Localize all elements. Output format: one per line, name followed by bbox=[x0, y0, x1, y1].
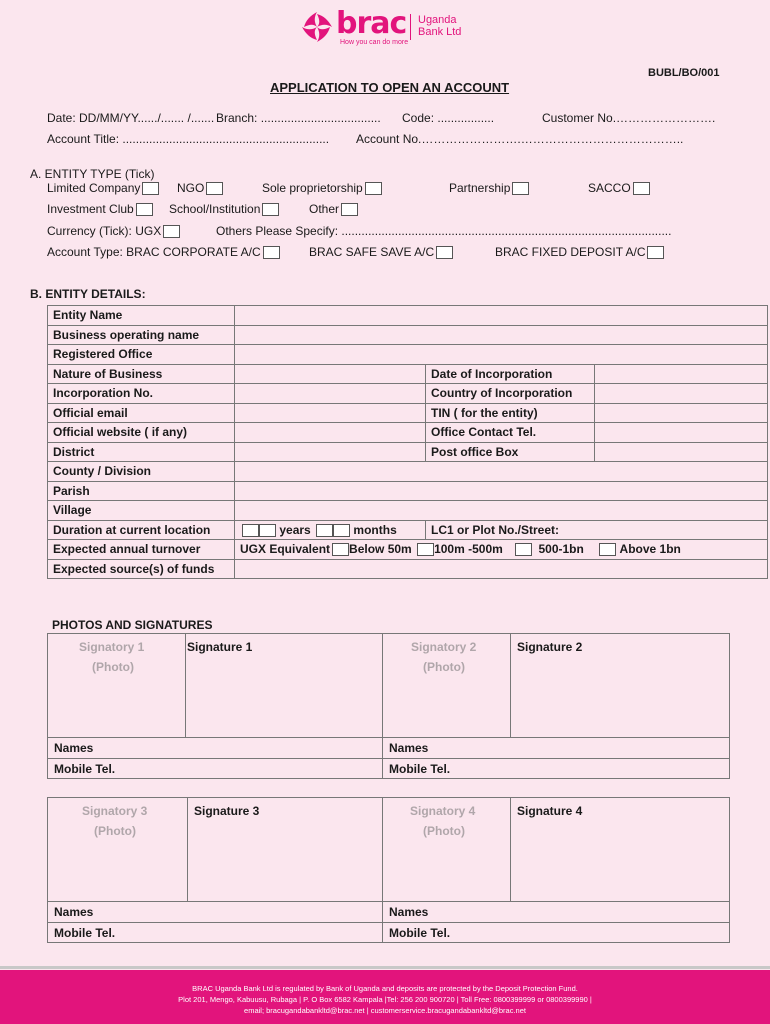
investment-club-option[interactable] bbox=[47, 202, 153, 216]
corporate-ac-option[interactable] bbox=[47, 245, 280, 259]
website-input[interactable] bbox=[235, 423, 426, 443]
sacco-option[interactable] bbox=[588, 181, 650, 195]
fixed-deposit-label: BRAC FIXED DEPOSIT A/C bbox=[495, 245, 646, 259]
signatory2-photo-label: Signatory 2 bbox=[411, 640, 477, 654]
website-label: Official website ( if any) bbox=[48, 423, 235, 443]
limited-company-option[interactable] bbox=[47, 181, 159, 195]
school-option[interactable] bbox=[169, 202, 279, 216]
office-tel-label: Office Contact Tel. bbox=[426, 423, 595, 443]
range1-checkbox[interactable] bbox=[417, 543, 434, 556]
corporate-ac-label: Account Type: BRAC CORPORATE A/C bbox=[47, 245, 261, 259]
table-row bbox=[48, 540, 768, 560]
footer-line3: email; bracugandabankltd@brac.net | customerservice.bracugandabankltd@brac.net bbox=[244, 1006, 526, 1015]
signature4-label: Signature 4 bbox=[517, 804, 583, 818]
footer bbox=[0, 970, 770, 1024]
partnership-checkbox[interactable] bbox=[512, 182, 529, 195]
sole-proprietorship-label: Sole proprietorship bbox=[262, 181, 363, 195]
names-label-2: Names bbox=[389, 741, 429, 755]
brand-subtitle-line1: Uganda bbox=[418, 14, 457, 26]
district-label: District bbox=[48, 442, 235, 462]
ngo-checkbox[interactable] bbox=[206, 182, 223, 195]
logo-divider bbox=[410, 14, 411, 40]
photos-heading: PHOTOS AND SIGNATURES bbox=[52, 618, 213, 632]
inc-no-label: Incorporation No. bbox=[48, 384, 235, 404]
signature2-label: Signature 2 bbox=[517, 640, 583, 654]
fixed-deposit-option[interactable] bbox=[495, 245, 664, 259]
brand-name: brac bbox=[336, 6, 407, 41]
business-name-input[interactable] bbox=[235, 325, 768, 345]
tin-input[interactable] bbox=[595, 403, 768, 423]
nature-input[interactable] bbox=[235, 364, 426, 384]
table-row bbox=[48, 520, 768, 540]
table-row bbox=[48, 306, 768, 326]
email-input[interactable] bbox=[235, 403, 426, 423]
inc-no-input[interactable] bbox=[235, 384, 426, 404]
ugx-equiv-label: UGX Equivalent bbox=[240, 542, 331, 557]
ngo-option[interactable] bbox=[177, 181, 223, 195]
office-tel-input[interactable] bbox=[595, 423, 768, 443]
limited-company-label: Limited Company bbox=[47, 181, 141, 195]
table-row bbox=[48, 442, 768, 462]
date-inc-label: Date of Incorporation bbox=[426, 364, 595, 384]
table-row bbox=[48, 403, 768, 423]
safe-save-label: BRAC SAFE SAVE A/C bbox=[309, 245, 435, 259]
turnover-options bbox=[235, 540, 768, 560]
footer-line1: BRAC Uganda Bank Ltd is regulated by Bank of Uganda and deposits are protected by the Deposit Protection Fund. bbox=[192, 984, 578, 993]
nature-label: Nature of Business bbox=[48, 364, 235, 384]
po-box-input[interactable] bbox=[595, 442, 768, 462]
limited-company-checkbox[interactable] bbox=[142, 182, 159, 195]
brand-tagline: How you can do more bbox=[340, 39, 409, 46]
date-field[interactable]: Date: DD/MM/YY....../....... /....... bbox=[47, 111, 215, 125]
date-inc-input[interactable] bbox=[595, 364, 768, 384]
signatory4-photo-label: Signatory 4 bbox=[410, 804, 476, 818]
below50-label: Below 50m bbox=[349, 542, 412, 557]
sole-proprietorship-option[interactable] bbox=[262, 181, 382, 195]
partnership-option[interactable] bbox=[449, 181, 529, 195]
table-row bbox=[48, 559, 768, 579]
brac-logo-icon bbox=[300, 10, 334, 44]
customer-no-field[interactable]: Customer No.……………………. bbox=[542, 111, 716, 125]
safe-save-checkbox[interactable] bbox=[436, 246, 453, 259]
po-box-label: Post office Box bbox=[426, 442, 595, 462]
brand-subtitle-line2: Bank Ltd bbox=[418, 26, 462, 38]
signatory3-photo-sub: (Photo) bbox=[94, 824, 136, 838]
school-label: School/Institution bbox=[169, 202, 261, 216]
ngo-label: NGO bbox=[177, 181, 205, 195]
county-input[interactable] bbox=[235, 462, 768, 482]
table-row bbox=[48, 345, 768, 365]
signatory1-photo-label: Signatory 1 bbox=[79, 640, 145, 654]
section-a-heading: A. ENTITY TYPE (Tick) bbox=[30, 167, 155, 181]
names-label-3: Names bbox=[54, 905, 94, 919]
parish-label: Parish bbox=[48, 481, 235, 501]
others-specify-field[interactable]: Others Please Specify: ................................................................................................... bbox=[216, 224, 672, 238]
range2-label: 500-1bn bbox=[538, 542, 584, 557]
mobile-label-4: Mobile Tel. bbox=[389, 926, 451, 940]
table-row bbox=[48, 481, 768, 501]
sources-input[interactable] bbox=[235, 559, 768, 579]
investment-club-checkbox[interactable] bbox=[136, 203, 153, 216]
code-field[interactable]: Code: ................. bbox=[402, 111, 495, 125]
mobile-label-3: Mobile Tel. bbox=[54, 926, 116, 940]
district-input[interactable] bbox=[235, 442, 426, 462]
country-inc-label: Country of Incorporation bbox=[426, 384, 595, 404]
school-checkbox[interactable] bbox=[262, 203, 279, 216]
years-label: years bbox=[279, 522, 311, 537]
footer-divider bbox=[0, 966, 770, 969]
currency-label: Currency (Tick): UGX bbox=[47, 224, 162, 238]
form-code: BUBL/BO/001 bbox=[648, 67, 720, 79]
branch-field[interactable]: Branch: .................................... bbox=[216, 111, 381, 125]
mobile-label-2: Mobile Tel. bbox=[389, 762, 451, 776]
email-label: Official email bbox=[48, 403, 235, 423]
signatory2-photo-sub: (Photo) bbox=[423, 660, 465, 674]
account-title-field[interactable]: Account Title: .............................................................. bbox=[47, 132, 330, 146]
sacco-checkbox[interactable] bbox=[633, 182, 650, 195]
currency-option[interactable] bbox=[47, 224, 180, 238]
table-row bbox=[48, 501, 768, 521]
signatory1-photo-sub: (Photo) bbox=[92, 660, 134, 674]
years-box-2[interactable] bbox=[259, 524, 276, 537]
entity-name-label: Entity Name bbox=[48, 306, 235, 326]
months-label: months bbox=[353, 522, 397, 537]
range2-checkbox[interactable] bbox=[515, 543, 532, 556]
tin-label: TIN ( for the entity) bbox=[426, 403, 595, 423]
registered-office-input[interactable] bbox=[235, 345, 768, 365]
duration-input[interactable] bbox=[235, 520, 426, 540]
signatory4-photo-sub: (Photo) bbox=[423, 824, 465, 838]
above1bn-checkbox[interactable] bbox=[599, 543, 616, 556]
table-row bbox=[48, 325, 768, 345]
sacco-label: SACCO bbox=[588, 181, 631, 195]
table-row bbox=[48, 384, 768, 404]
above1bn-label: Above 1bn bbox=[619, 542, 681, 557]
section-b-heading: B. ENTITY DETAILS: bbox=[30, 287, 146, 301]
months-box-2[interactable] bbox=[333, 524, 350, 537]
turnover-label: Expected annual turnover bbox=[48, 540, 235, 560]
lc1-label[interactable]: LC1 or Plot No./Street: bbox=[426, 520, 768, 540]
duration-label: Duration at current location bbox=[48, 520, 235, 540]
county-label: County / Division bbox=[48, 462, 235, 482]
form-title: APPLICATION TO OPEN AN ACCOUNT bbox=[270, 80, 510, 95]
signature1-label: Signature 1 bbox=[187, 640, 253, 654]
table-row bbox=[48, 364, 768, 384]
signature3-label: Signature 3 bbox=[194, 804, 260, 818]
names-label-1: Names bbox=[54, 741, 94, 755]
months-box[interactable] bbox=[316, 524, 333, 537]
village-label: Village bbox=[48, 501, 235, 521]
sources-label: Expected source(s) of funds bbox=[48, 559, 235, 579]
account-no-field[interactable]: Account No.…………………….………………………………….. bbox=[356, 132, 684, 146]
ugx-checkbox[interactable] bbox=[163, 225, 180, 238]
village-input[interactable] bbox=[235, 501, 768, 521]
partnership-label: Partnership bbox=[449, 181, 511, 195]
entity-name-input[interactable] bbox=[235, 306, 768, 326]
table-row bbox=[48, 462, 768, 482]
other-label: Other bbox=[309, 202, 340, 216]
sole-proprietorship-checkbox[interactable] bbox=[365, 182, 382, 195]
years-box[interactable] bbox=[242, 524, 259, 537]
mobile-label-1: Mobile Tel. bbox=[54, 762, 116, 776]
brand-subtitle bbox=[418, 14, 461, 38]
fixed-deposit-checkbox[interactable] bbox=[647, 246, 664, 259]
safe-save-option[interactable] bbox=[309, 245, 453, 259]
below50-checkbox[interactable] bbox=[332, 543, 349, 556]
country-inc-input[interactable] bbox=[595, 384, 768, 404]
footer-line2: Plot 201, Mengo, Kabuusu, Rubaga | P. O Box 6582 Kampala |Tel: 256 200 900720 | Toll Free: 0800399999 or 0800399990 | bbox=[178, 995, 592, 1004]
other-checkbox[interactable] bbox=[341, 203, 358, 216]
investment-club-label: Investment Club bbox=[47, 202, 134, 216]
entity-details-table bbox=[47, 305, 768, 579]
range1-label: 100m -500m bbox=[434, 542, 503, 557]
business-name-label: Business operating name bbox=[48, 325, 235, 345]
parish-input[interactable] bbox=[235, 481, 768, 501]
names-label-4: Names bbox=[389, 905, 429, 919]
corporate-ac-checkbox[interactable] bbox=[263, 246, 280, 259]
signatory3-photo-label: Signatory 3 bbox=[82, 804, 148, 818]
table-row bbox=[48, 423, 768, 443]
other-option[interactable] bbox=[309, 202, 358, 216]
registered-office-label: Registered Office bbox=[48, 345, 235, 365]
